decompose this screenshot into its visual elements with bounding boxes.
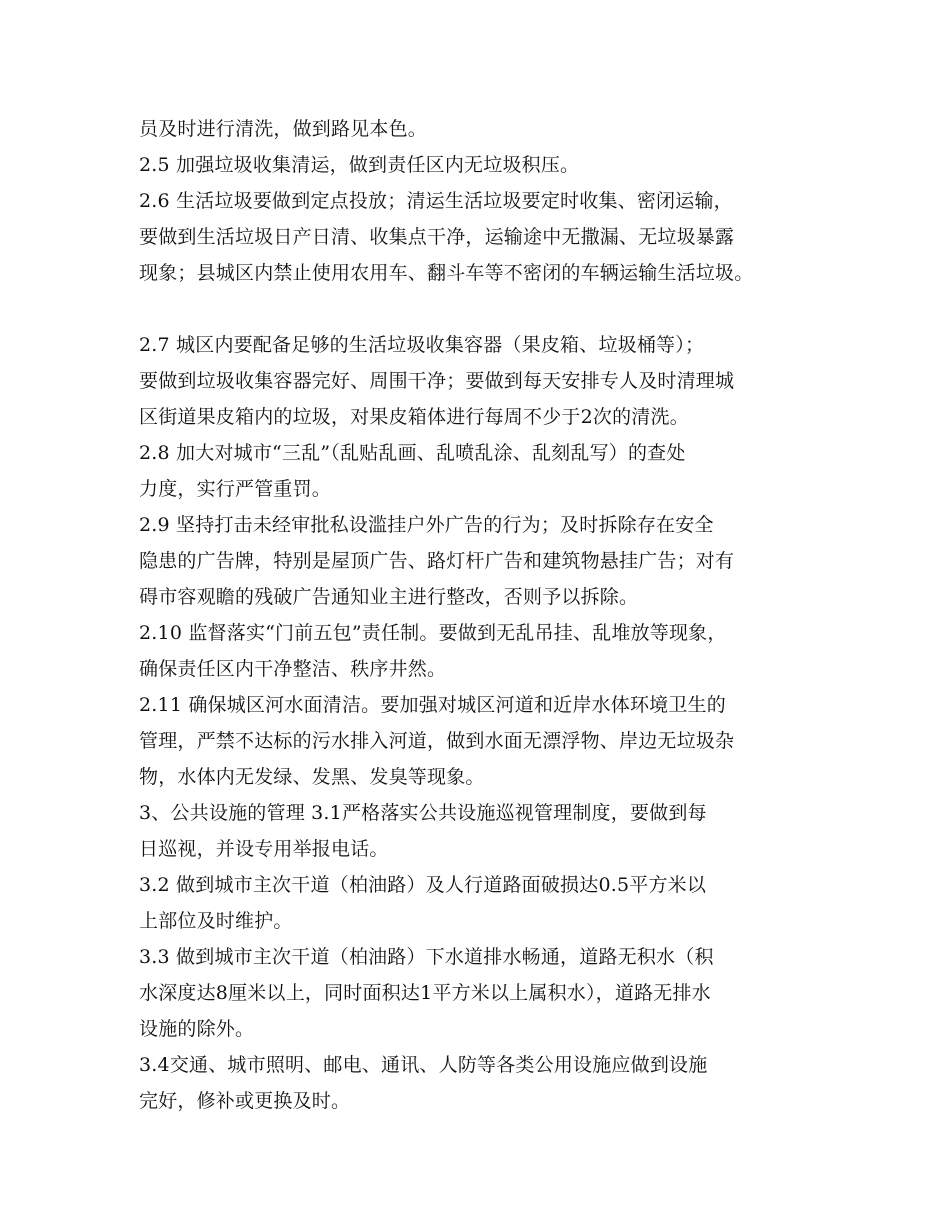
text-line: 2.7 城区内要配备足够的生活垃圾收集容器（果皮箱、垃圾桶等）； (139, 334, 705, 356)
text-line: 员及时进行清洗，做到路见本色。 (139, 118, 428, 140)
text-line: 区街道果皮箱内的垃圾，对果皮箱体进行每周不少于2次的清洗。 (139, 406, 689, 428)
text-line: 上部位及时维护。 (139, 910, 293, 932)
text-line: 现象；县城区内禁止使用农用车、翻斗车等不密闭的车辆运输生活垃圾。 (139, 262, 754, 284)
text-line: 力度，实行严管重罚。 (139, 478, 332, 500)
text-line: 隐患的广告牌，特别是屋顶广告、路灯杆广告和建筑物悬挂广告；对有 (139, 550, 735, 572)
text-line: 2.8 加大对城市“三乱”（乱贴乱画、乱喷乱涂、乱刻乱写）的查处 (139, 442, 686, 464)
text-line: 日巡视，并设专用举报电话。 (139, 838, 389, 860)
text-line: 要做到生活垃圾日产日清、收集点干净，运输途中无撒漏、无垃圾暴露 (139, 226, 735, 248)
text-line: 设施的除外。 (139, 1018, 255, 1040)
text-line: 碍市容观瞻的残破广告通知业主进行整改，否则予以拆除。 (139, 586, 639, 608)
text-line: 2.6 生活垃圾要做到定点投放；清运生活垃圾要定时收集、密闭运输， (139, 190, 733, 212)
text-line: 水深度达8厘米以上，同时面积达1平方米以上属积水），道路无排水 (139, 982, 711, 1004)
text-line: 3.3 做到城市主次干道（柏油路）下水道排水畅通，道路无积水（积 (139, 946, 714, 968)
text-line: 管理，严禁不达标的污水排入河道，做到水面无漂浮物、岸边无垃圾杂 (139, 730, 735, 752)
text-line: 要做到垃圾收集容器完好、周围干净；要做到每天安排专人及时清理城 (139, 370, 735, 392)
text-line: 确保责任区内干净整洁、秩序井然。 (139, 658, 447, 680)
text-line: 3.2 做到城市主次干道（柏油路）及人行道路面破损达0.5平方米以 (139, 874, 707, 896)
text-line: 3.4交通、城市照明、邮电、通讯、人防等各类公用设施应做到设施 (139, 1054, 708, 1076)
text-line: 2.10 监督落实“门前五包”责任制。要做到无乱吊挂、乱堆放等现象， (139, 622, 727, 644)
text-line: 2.9 坚持打击未经审批私设滥挂户外广告的行为；及时拆除存在安全 (139, 514, 714, 536)
text-line: 2.11 确保城区河水面清洁。要加强对城区河道和近岸水体环境卫生的 (139, 694, 726, 716)
text-line: 2.5 加强垃圾收集清运，做到责任区内无垃圾积压。 (139, 154, 580, 176)
text-line: 物，水体内无发绿、发黑、发臭等现象。 (139, 766, 485, 788)
text-line: 3、公共设施的管理 3.1严格落实公共设施巡视管理制度，要做到每 (139, 802, 707, 824)
text-line: 完好，修补或更换及时。 (139, 1090, 351, 1112)
